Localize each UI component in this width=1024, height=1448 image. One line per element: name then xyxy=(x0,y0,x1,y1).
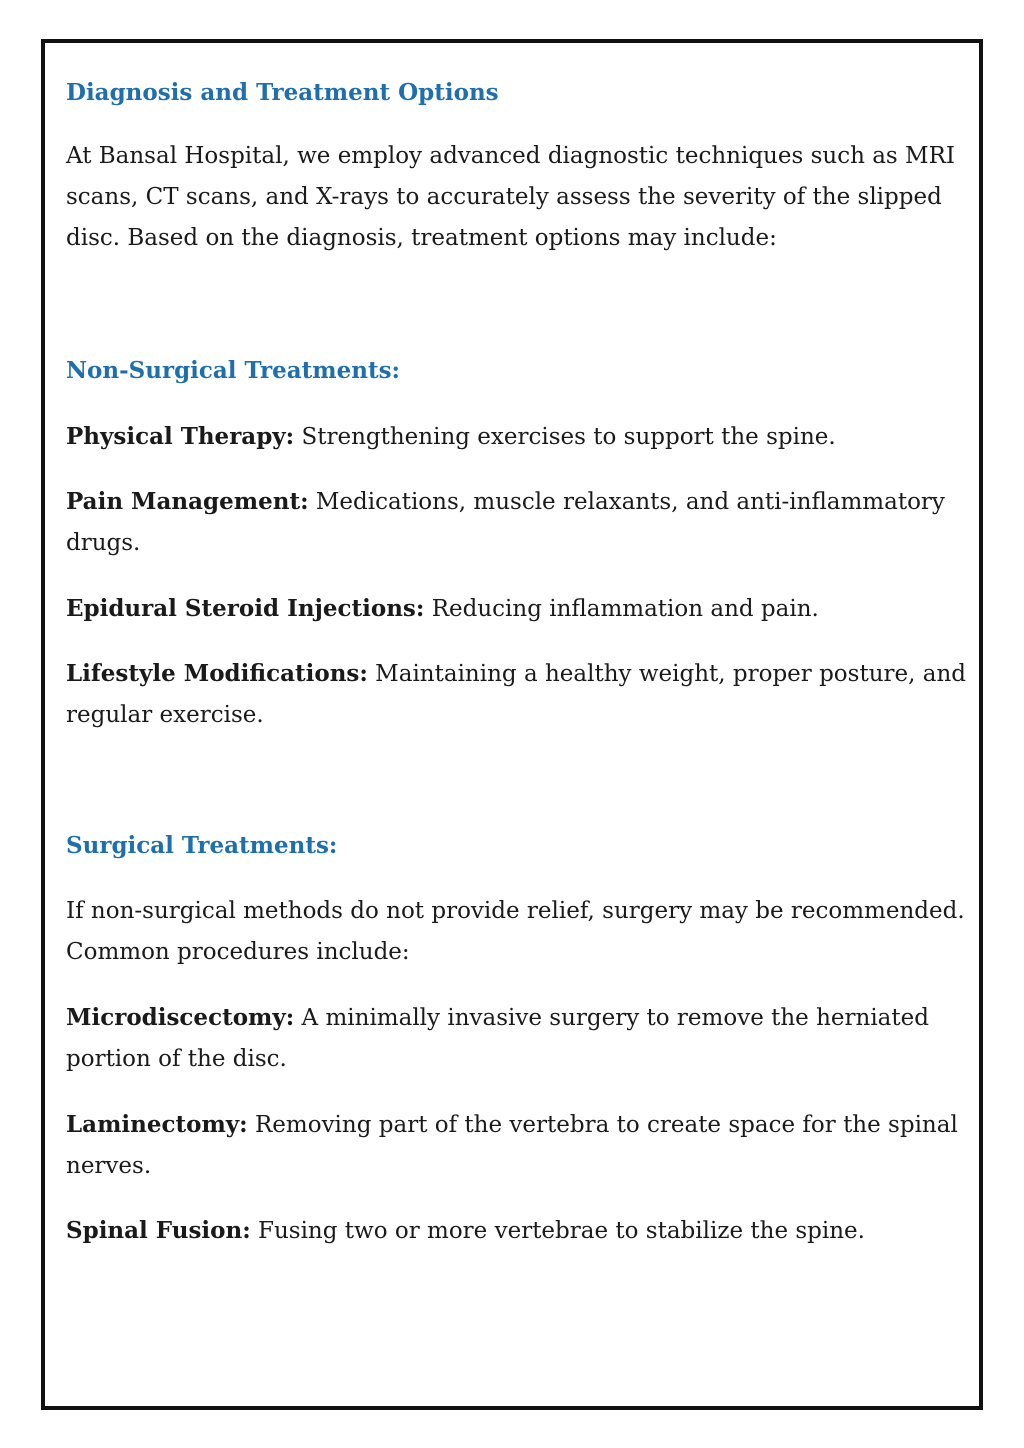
list-item xyxy=(66,416,966,458)
surgical-heading: Surgical Treatments: xyxy=(66,832,338,859)
list-item xyxy=(66,1104,966,1187)
treatment-description: Reducing inflammation and pain. xyxy=(424,596,819,622)
procedure-description: A minimally invasive surgery to remove the herniated portion of the disc. xyxy=(66,1005,929,1072)
diagnosis-heading: Diagnosis and Treatment Options xyxy=(66,79,499,106)
page-frame xyxy=(41,39,983,1410)
procedure-term: Spinal Fusion: xyxy=(66,1217,251,1244)
procedure-description: Removing part of the vertebra to create space for the spinal nerves. xyxy=(66,1112,958,1179)
procedure-term: Microdiscectomy: xyxy=(66,1004,295,1031)
diagnosis-intro: At Bansal Hospital, we employ advanced diagnostic techniques such as MRI scans, CT scans, and X-rays to accurately assess the severity of the slipped disc. Based on the diagnosis, treatment options may include: xyxy=(66,143,955,251)
procedure-description: Fusing two or more vertebrae to stabilize the spine. xyxy=(250,1218,865,1244)
list-item xyxy=(66,653,966,736)
non-surgical-heading: Non-Surgical Treatments: xyxy=(66,357,401,384)
list-item xyxy=(66,588,966,630)
treatment-term: Pain Management: xyxy=(66,488,309,515)
treatment-term: Epidural Steroid Injections: xyxy=(66,595,425,622)
treatment-description: Maintaining a healthy weight, proper posture, and regular exercise. xyxy=(66,661,966,728)
list-item xyxy=(66,481,966,564)
surgical-intro: If non-surgical methods do not provide relief, surgery may be recommended. Common procedures include: xyxy=(66,898,965,965)
treatment-term: Physical Therapy: xyxy=(66,423,295,450)
treatment-description: Medications, muscle relaxants, and anti-inflammatory drugs. xyxy=(66,489,945,556)
procedure-term: Laminectomy: xyxy=(66,1111,248,1138)
list-item xyxy=(66,1210,966,1252)
treatment-term: Lifestyle Modifications: xyxy=(66,660,368,687)
list-item xyxy=(66,997,966,1080)
treatment-description: Strengthening exercises to support the spine. xyxy=(294,424,836,450)
